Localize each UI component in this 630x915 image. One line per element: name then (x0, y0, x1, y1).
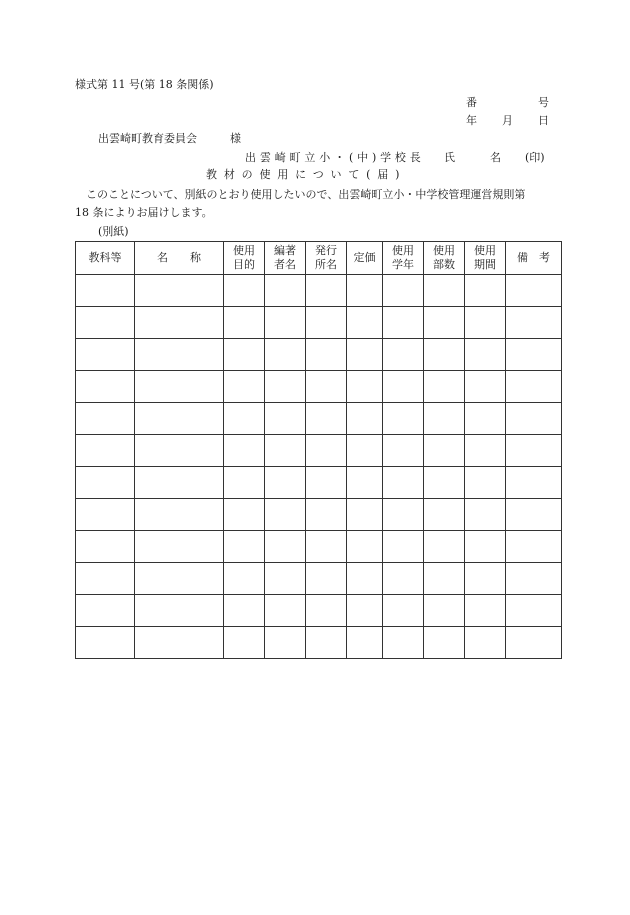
date-month: 月 (502, 114, 513, 127)
column-header-text: 使用 (233, 244, 255, 257)
table-cell[interactable] (135, 371, 224, 403)
table-cell[interactable] (383, 467, 424, 499)
table-cell[interactable] (265, 339, 306, 371)
table-cell[interactable] (135, 467, 224, 499)
table-cell[interactable] (306, 499, 347, 531)
table-cell[interactable] (465, 499, 506, 531)
table-cell[interactable] (424, 435, 465, 467)
table-cell[interactable] (135, 595, 224, 627)
table-cell[interactable] (265, 563, 306, 595)
column-header (506, 242, 562, 275)
table-cell[interactable] (76, 403, 135, 435)
table-cell[interactable] (347, 339, 383, 371)
table-cell[interactable] (465, 595, 506, 627)
table-cell[interactable] (224, 339, 265, 371)
document-title: 教材の使用について(届) (206, 168, 407, 181)
table-cell[interactable] (224, 531, 265, 563)
table-cell[interactable] (383, 499, 424, 531)
table-row (76, 595, 562, 627)
column-header-text: 学年 (392, 258, 414, 271)
table-cell[interactable] (76, 435, 135, 467)
sender-mei: 名 (490, 151, 501, 164)
table-cell[interactable] (135, 499, 224, 531)
column-header-text: 備 考 (517, 251, 550, 264)
table-cell[interactable] (383, 339, 424, 371)
table-cell[interactable] (76, 467, 135, 499)
table-cell[interactable] (224, 403, 265, 435)
column-header (383, 242, 424, 275)
table-cell[interactable] (306, 275, 347, 307)
body-text-line-2: 18 条によりお届けします。 (75, 206, 213, 219)
column-header-text: 者名 (274, 258, 296, 271)
table-cell[interactable] (424, 275, 465, 307)
table-cell[interactable] (506, 499, 562, 531)
table-cell[interactable] (135, 275, 224, 307)
table-cell[interactable] (347, 371, 383, 403)
table-cell[interactable] (306, 403, 347, 435)
table-cell[interactable] (424, 627, 465, 659)
table-row (76, 339, 562, 371)
table-cell[interactable] (424, 595, 465, 627)
table-cell[interactable] (383, 563, 424, 595)
table-cell[interactable] (76, 371, 135, 403)
table-cell[interactable] (76, 307, 135, 339)
table-cell[interactable] (224, 307, 265, 339)
table-cell[interactable] (506, 595, 562, 627)
table-cell[interactable] (135, 339, 224, 371)
table-cell[interactable] (424, 531, 465, 563)
table-cell[interactable] (383, 595, 424, 627)
table-cell[interactable] (383, 627, 424, 659)
column-header (347, 242, 383, 275)
column-header-text: 部数 (433, 258, 455, 271)
table-cell[interactable] (306, 339, 347, 371)
table-cell[interactable] (347, 627, 383, 659)
seal-mark: (印) (525, 151, 545, 164)
table-cell[interactable] (306, 627, 347, 659)
table-cell[interactable] (465, 307, 506, 339)
column-header-text: 編著 (274, 244, 296, 257)
date-day: 日 (538, 114, 549, 127)
column-header-text: 定価 (353, 251, 376, 264)
table-cell[interactable] (224, 435, 265, 467)
table-cell[interactable] (465, 403, 506, 435)
table-cell[interactable] (265, 275, 306, 307)
table-cell[interactable] (306, 371, 347, 403)
table-cell[interactable] (224, 563, 265, 595)
table-cell[interactable] (424, 339, 465, 371)
table-cell[interactable] (506, 467, 562, 499)
table-cell[interactable] (224, 627, 265, 659)
table-cell[interactable] (306, 563, 347, 595)
column-header-text: 使用 (392, 244, 414, 257)
table-row (76, 563, 562, 595)
table-cell[interactable] (347, 595, 383, 627)
table-cell[interactable] (347, 499, 383, 531)
table-cell[interactable] (347, 307, 383, 339)
column-header-text: 使用 (474, 244, 496, 257)
body-text-line-1: このことについて、別紙のとおり使用したいので、出雲崎町立小・中学校管理運営規則第 (86, 188, 526, 201)
table-cell[interactable] (506, 371, 562, 403)
table-row (76, 499, 562, 531)
table-cell[interactable] (383, 371, 424, 403)
table-cell[interactable] (465, 371, 506, 403)
table-cell[interactable] (347, 403, 383, 435)
table-cell[interactable] (306, 531, 347, 563)
table-cell[interactable] (506, 531, 562, 563)
table-cell[interactable] (265, 435, 306, 467)
table-cell[interactable] (306, 307, 347, 339)
table-cell[interactable] (76, 499, 135, 531)
table-row (76, 531, 562, 563)
table-row (76, 403, 562, 435)
table-cell[interactable] (135, 531, 224, 563)
table-cell[interactable] (76, 339, 135, 371)
table-cell[interactable] (465, 467, 506, 499)
table-cell[interactable] (76, 627, 135, 659)
addressee-honorific: 様 (230, 132, 241, 145)
table-row (76, 307, 562, 339)
table-row (76, 435, 562, 467)
table-cell[interactable] (76, 531, 135, 563)
table-cell[interactable] (135, 627, 224, 659)
table-cell[interactable] (224, 275, 265, 307)
date-year: 年 (466, 114, 477, 127)
table-cell[interactable] (76, 275, 135, 307)
column-header (306, 242, 347, 275)
table-cell[interactable] (265, 531, 306, 563)
materials-table (75, 241, 562, 659)
table-cell[interactable] (424, 371, 465, 403)
table-cell[interactable] (424, 403, 465, 435)
table-cell[interactable] (465, 339, 506, 371)
table-cell[interactable] (224, 499, 265, 531)
table-cell[interactable] (135, 563, 224, 595)
table-cell[interactable] (465, 275, 506, 307)
column-header-text: 目的 (233, 258, 255, 271)
table-cell[interactable] (135, 435, 224, 467)
table-cell[interactable] (383, 275, 424, 307)
table-cell[interactable] (506, 403, 562, 435)
table-row (76, 371, 562, 403)
table-cell[interactable] (135, 307, 224, 339)
table-row (76, 467, 562, 499)
table-cell[interactable] (506, 627, 562, 659)
table-header-row (76, 242, 562, 275)
table-cell[interactable] (506, 435, 562, 467)
table-cell[interactable] (265, 627, 306, 659)
table-cell[interactable] (506, 275, 562, 307)
table-cell[interactable] (265, 371, 306, 403)
column-header (76, 242, 135, 275)
table-row (76, 275, 562, 307)
table-cell[interactable] (347, 563, 383, 595)
column-header-text: 名 称 (157, 251, 201, 264)
document-number-go: 号 (538, 96, 549, 109)
table-cell[interactable] (224, 467, 265, 499)
table-body (76, 275, 562, 659)
table-cell[interactable] (383, 435, 424, 467)
table-cell[interactable] (465, 435, 506, 467)
column-header (135, 242, 224, 275)
addressee-name: 出雲崎町教育委員会 (98, 132, 197, 145)
column-header (424, 242, 465, 275)
table-cell[interactable] (347, 467, 383, 499)
sender-shi: 氏 (444, 151, 455, 164)
table-cell[interactable] (424, 307, 465, 339)
table-cell[interactable] (506, 339, 562, 371)
column-header-text: 使用 (433, 244, 455, 257)
document-number-ban: 番 (466, 96, 477, 109)
table-cell[interactable] (265, 307, 306, 339)
table-cell[interactable] (383, 307, 424, 339)
table-cell[interactable] (306, 467, 347, 499)
column-header (265, 242, 306, 275)
table-cell[interactable] (265, 499, 306, 531)
table-row (76, 627, 562, 659)
table-cell[interactable] (383, 403, 424, 435)
table-cell[interactable] (347, 531, 383, 563)
table-cell[interactable] (424, 499, 465, 531)
table-cell[interactable] (424, 563, 465, 595)
table-cell[interactable] (383, 531, 424, 563)
column-header-text: 教科等 (88, 251, 122, 264)
table-cell[interactable] (506, 307, 562, 339)
table-cell[interactable] (265, 467, 306, 499)
table-cell[interactable] (265, 403, 306, 435)
table-cell[interactable] (265, 595, 306, 627)
column-header (465, 242, 506, 275)
column-header-text: 期間 (474, 258, 496, 271)
sender-school: 出雲崎町立小・(中)学校長 (245, 151, 425, 164)
table-cell[interactable] (506, 563, 562, 595)
table-cell[interactable] (465, 531, 506, 563)
table-cell[interactable] (347, 435, 383, 467)
table-cell[interactable] (306, 435, 347, 467)
table-cell[interactable] (465, 627, 506, 659)
column-header-text: 発行 (315, 244, 337, 257)
table-cell[interactable] (306, 595, 347, 627)
table-cell[interactable] (76, 563, 135, 595)
column-header-text: 所名 (315, 258, 337, 271)
table-cell[interactable] (76, 595, 135, 627)
table-cell[interactable] (135, 403, 224, 435)
table-cell[interactable] (224, 371, 265, 403)
table-cell[interactable] (424, 467, 465, 499)
column-header (224, 242, 265, 275)
table-cell[interactable] (465, 563, 506, 595)
attachment-label: (別紙) (98, 225, 129, 238)
form-number-label: 様式第 11 号(第 18 条関係) (75, 78, 214, 91)
table-cell[interactable] (347, 275, 383, 307)
table-cell[interactable] (224, 595, 265, 627)
